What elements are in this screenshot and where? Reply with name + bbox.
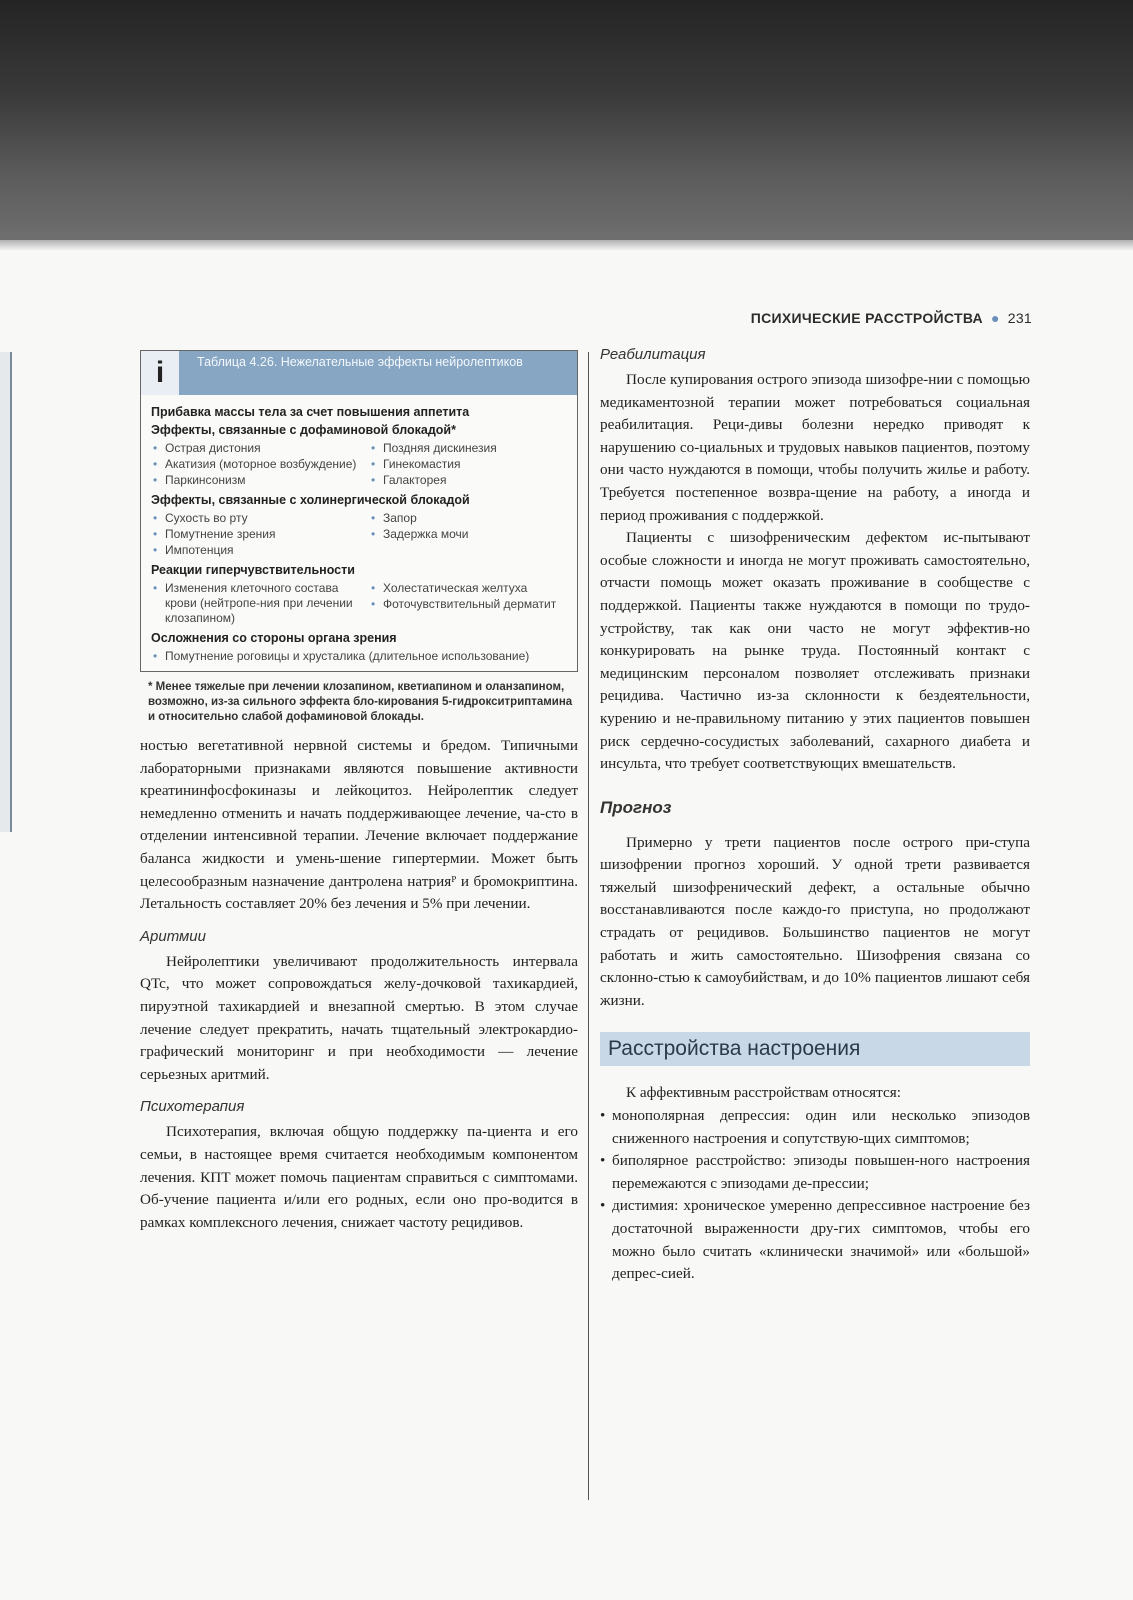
table-item: • Сухость во рту [151, 511, 369, 526]
table-section-heading: Реакции гиперчувствительности [151, 563, 355, 577]
table-section-heading: Прибавка массы тела за счет повышения аппетита [151, 405, 470, 419]
heading-prognosis: Прогноз [600, 797, 672, 817]
table-item: • Акатизия (моторное возбуждение) [151, 457, 369, 472]
table-title: Таблица 4.26. Нежелательные эффекты нейролептиков [197, 355, 523, 369]
side-effects-table [140, 350, 578, 672]
table-item: • Холестатическая желтуха [369, 581, 567, 596]
paragraph: Пациенты с шизофреническим дефектом ис-пытывают особые сложности и иногда не могут проживать самостоятельно, отчасти помощь может оказать проживание в сообществе с поддержкой. Пациенты также нуждаются в помощи по трудо-устройству, так как они часто не могут эффектив-но конкурировать на рынке труда. Постоянный контакт с медицинским персоналом позволяет отслеживать признаки рецидива. Частично из-за склонности к бездеятельности, курению и не-правильному питанию у этих пациентов повышен риск сердечно-сосудистых заболеваний, сахарного диабета и инсульта, что требует соответствующих вмешательств. [600, 529, 1030, 773]
table-section-grid [151, 511, 567, 559]
table-section-full [151, 649, 567, 664]
table-item: • Помутнение роговицы и хрусталика (длительное использование) [151, 649, 567, 664]
table-item: • Изменения клеточного состава крови (нейтропе-ния при лечении клозапином) [151, 581, 369, 626]
table-item: • Острая дистония [151, 441, 369, 456]
table-body [141, 395, 577, 671]
info-icon [141, 351, 179, 395]
page-number: 231 [1007, 310, 1032, 326]
table-item: • Галакторея [369, 473, 567, 488]
paragraph: После купирования острого эпизода шизофре-нии с помощью медикаментозной терапии может потребоваться социальная реабилитация. Реци-дивы болезни нередко приводят к нарушению со-циальных и трудовых навыков пациентов, поэтому они часто нуждаются в помощи, чтобы получить жилье и работу. Требуется постепенное возвра-щение на работу, а иногда и период проживания с поддержкой. [600, 371, 1030, 524]
running-head [600, 310, 1032, 326]
list-item: • биполярное расстройство: эпизоды повышен-ного настроения перемежаются с эпизодами де-прессии; [600, 1150, 1030, 1195]
left-column [140, 350, 578, 1234]
bullet-separator-icon: ● [990, 310, 1000, 326]
table-item: • Фоточувствительный дерматит [369, 597, 567, 612]
paragraph: Нейролептики увеличивают продолжительность интервала QTc, что может сопровождаться желу-дочковой тахикардией, пируэтной тахикардией и внезапной смертью. В этом случае лечение следует прекратить, начать тщательный электрокардио-графический мониторинг и при необходимости — лечение серьезных аритмий. [140, 952, 578, 1083]
table-section-heading: Эффекты, связанные с дофаминовой блокадой* [151, 423, 456, 437]
table-section-grid [151, 581, 567, 627]
table-item: • Помутнение зрения [151, 527, 369, 542]
subheading-arrhythmia: Аритмии [140, 927, 206, 945]
paragraph: Психотерапия, включая общую поддержку па-циента и его семьи, в настоящее время считается необходимым компонентом лечения. КПТ может помочь пациентам справиться с симптомами. Об-учение пациента и/или его родных, если оно про-водится в рамках комплексного лечения, снижает частоту рецидивов. [140, 1123, 578, 1231]
list-item: • дистимия: хроническое умеренно депрессивное настроение без достаточной выраженности дру-гих симптомов, чтобы его можно было считать «клинически значимой» или «большой» депрес-сией. [600, 1195, 1030, 1285]
table-footnote: * Менее тяжелые при лечении клозапином, кветиапином и оланзапином, возможно, из-за сильного эффекта бло-кирования 5-гидрокситриптамина и относительно слабой дофаминовой блокады. [148, 681, 573, 723]
running-head-title: ПСИХИЧЕСКИЕ РАССТРОЙСТВА [750, 310, 983, 326]
table-item: • Гинекомастия [369, 457, 567, 472]
column-divider [588, 352, 589, 1500]
table-item: • Задержка мочи [369, 527, 567, 542]
table-section-heading: Эффекты, связанные с холинергической блокадой [151, 493, 470, 507]
table-header [141, 351, 577, 395]
table-item: • Поздняя дискинезия [369, 441, 567, 456]
info-icon-glyph: i [155, 356, 165, 389]
table-item: • Запор [369, 511, 567, 526]
facing-page-edge [0, 352, 12, 832]
subheading-psychotherapy: Психотерапия [140, 1098, 245, 1116]
paragraph: ностью вегетативной нервной системы и бредом. Типичными лабораторными признаками являются повышение активности креатининфосфокиназы и лейкоцитоз. Нейролептик следует немедленно отменить и начать поддерживающее лечение, ча-сто в отделении интенсивной терапии. Лечение включает поддержание баланса жидкости и умень-шение гипертермии. Может быть целесообразным назначение дантролена натрияᴾ и бромокриптина. Летальность составляет 20% без лечения и 5% при лечении. [140, 737, 578, 913]
right-column [600, 346, 1030, 1286]
book-gutter-shadow [0, 0, 1133, 240]
table-section-heading: Осложнения со стороны органа зрения [151, 631, 397, 645]
section-banner-mood-disorders: Расстройства настроения [600, 1032, 1030, 1066]
paragraph-intro: К аффективным расстройствам относятся: [626, 1084, 901, 1102]
table-item: • Импотенция [151, 543, 369, 558]
paragraph: Примерно у трети пациентов после острого при-ступа шизофрении прогноз хороший. У одной трети развивается тяжелый шизофренический дефект, а остальные обычно восстанавливаются после каждо-го приступа, но продолжают страдать от рецидивов. Большинство пациентов не могут работать и жить самостоятельно. Шизофрения связана со склонно-стью к самоубийствам, и до 10% пациентов лишают себя жизни. [600, 833, 1030, 1009]
table-section-grid [151, 441, 567, 489]
table-item: • Паркинсонизм [151, 473, 369, 488]
mood-disorders-list [600, 1105, 1030, 1286]
subheading-rehabilitation: Реабилитация [600, 346, 706, 363]
list-item: • монополярная депрессия: один или несколько эпизодов сниженного настроения и сопутствую-щих симптомов; [600, 1105, 1030, 1150]
